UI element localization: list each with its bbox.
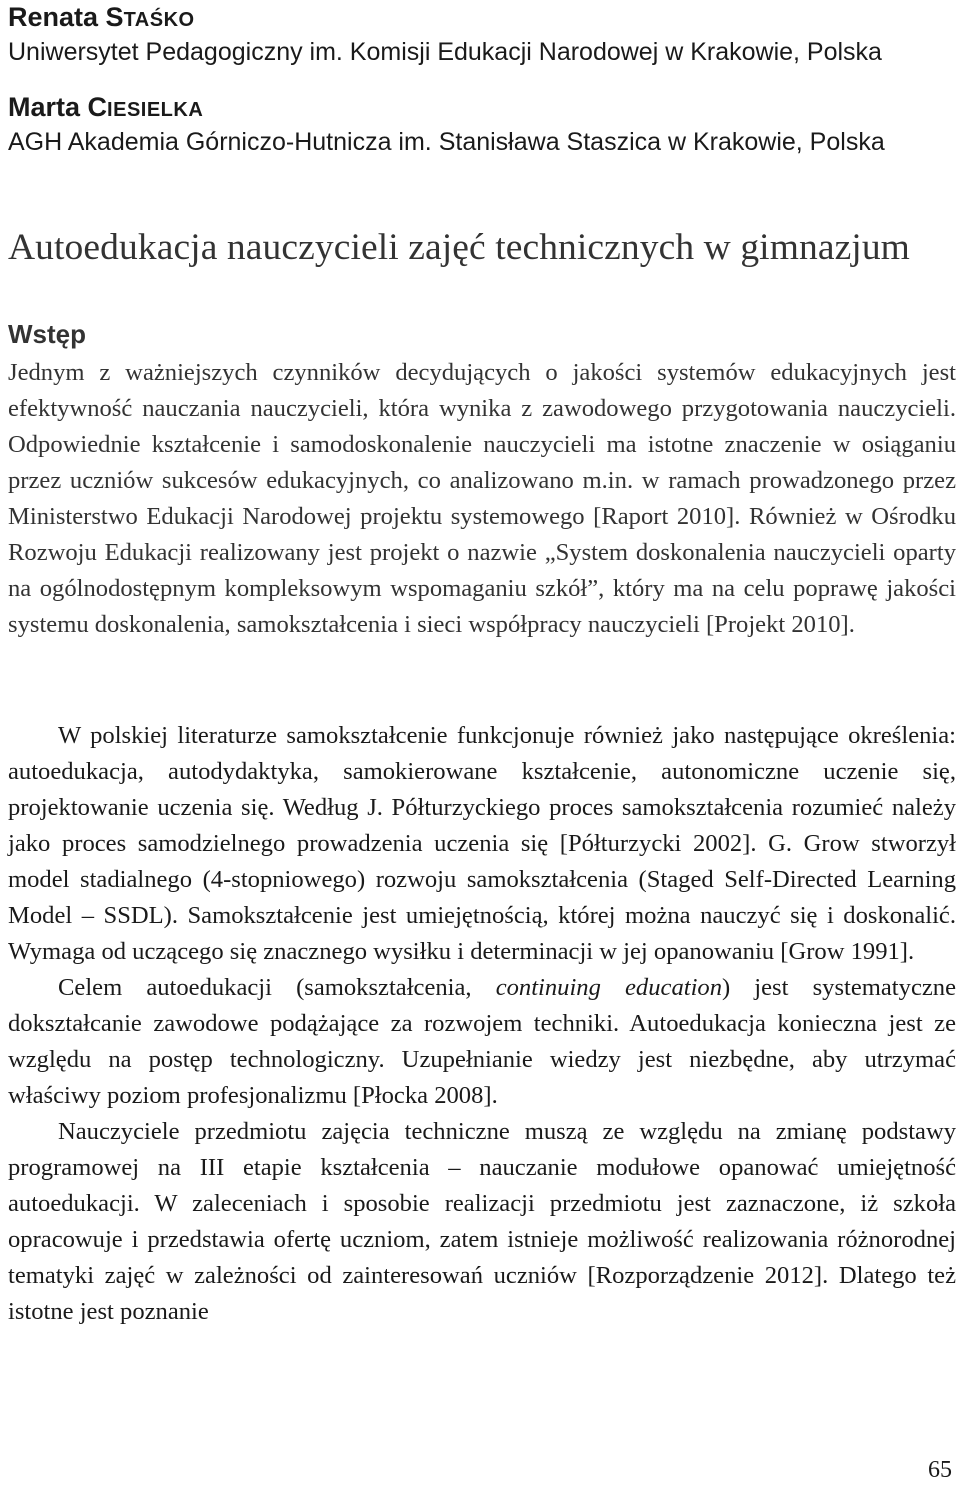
section-heading: Wstęp — [8, 319, 86, 349]
author-name: Renata STAŚKO — [8, 2, 195, 32]
author-affiliation: Uniwersytet Pedagogiczny im. Komisji Edukacji Narodowej w Krakowie, Polska — [8, 38, 882, 66]
paragraph: Celem autoedukacji (samokształcenia, continuing education) jest systematyczne dokształcanie zawodowe podążające za rozwojem techniki. Autoedukacja konieczna jest ze względu na postęp technologiczny. Uzupełnianie wiedzy jest niezbędne, aby utrzymać właściwy poziom profesjonalizmu [Płocka 2008]. — [8, 974, 956, 1109]
paragraph: Nauczyciele przedmiotu zajęcia techniczne muszą ze względu na zmianę podstawy programowej na III etapie kształcenia – nauczanie modułowe opanować umiejętność autoedukacji. W zaleceniach i sposobie realizacji przedmiotu jest zaznaczone, iż szkoła opracowuje i przedstawia ofertę uczniom, zatem istnieje możliwość realizowania różnorodnej tematyki zajęć w zależności od zainteresowań uczniów [Rozporządzenie 2012]. Dlatego też istotne jest poznanie — [8, 1118, 956, 1325]
paper-title: Autoedukacja nauczycieli zajęć technicznych w gimnazjum — [8, 227, 910, 268]
body-text-continued — [8, 536, 956, 1330]
author-name: Marta CIESIELKA — [8, 92, 204, 122]
italic-term: continuing education — [495, 974, 722, 1001]
author-affiliation: AGH Akademia Górniczo-Hutnicza im. Stanisława Staszica w Krakowie, Polska — [8, 128, 885, 156]
paragraph: W polskiej literaturze samokształcenie funkcjonuje również jako następujące określenia: autoedukacja, autodydaktyka, samokierowane kształcenie, autonomiczne uczenie się, projektowanie uczenia się. Według J. Półturzyckiego proces samokształcenia rozumieć należy jako proces samodzielnego prowadzenia uczenia się [Półturzycki 2002]. G. Grow stworzył model stadialnego (4-stopniowego) rozwoju samokształcenia (Staged Self-Directed Learning Model – SSDL). Samokształcenie jest umiejętnością, której można nauczyć się i doskonalić. Wymaga od uczącego się znacznego wysiłku i determinacji w jej opanowaniu [Grow 1991]. — [8, 722, 956, 965]
page-number: 65 — [928, 1457, 952, 1483]
paragraph: Jednym z ważniejszych czynników decydujących o jakości systemów edukacyjnych jest efektywność nauczania nauczycieli, która wynika z zawodowego przygotowania nauczycieli. Odpowiednie kształcenie i samodoskonalenie nauczycieli ma istotne znaczenie w osiąganiu przez uczniów sukcesów edukacyjnych, co analizowano m.in. w ramach prowadzonego przez Ministerstwo Edukacji Narodowej projektu systemowego [Raport 2010]. Również w Ośrodku Rozwoju Edukacji realizowany jest projekt o nazwie „System doskonalenia nauczycieli oparty na ogólnodostępnym kompleksowym wspomaganiu szkół”, który ma na celu poprawę jakości systemu doskonalenia, samokształcenia i sieci współpracy nauczycieli [Projekt 2010]. — [8, 359, 956, 638]
